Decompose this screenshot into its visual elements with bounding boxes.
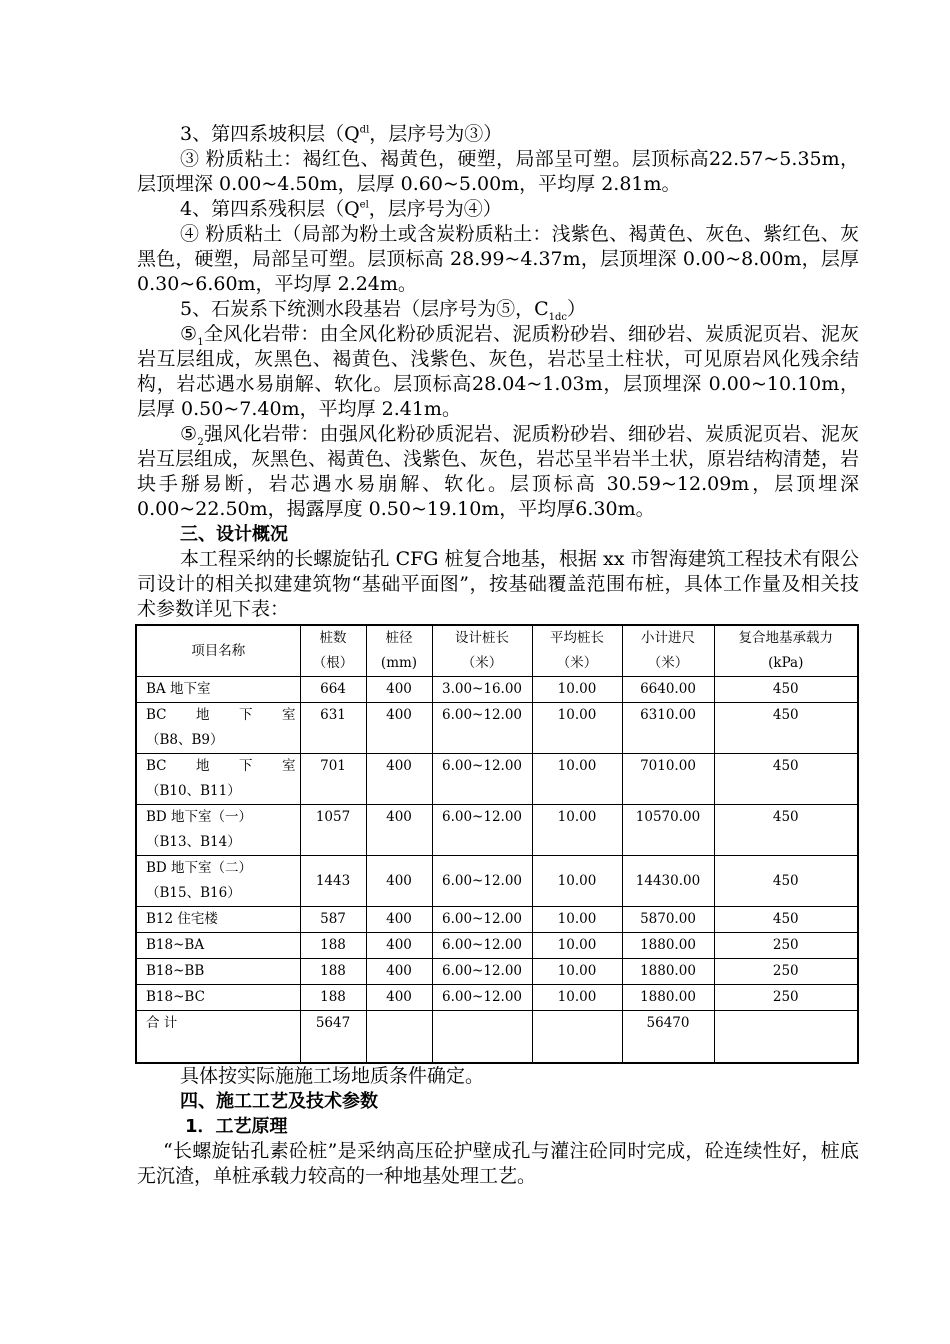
row-avg-length: 10.00 (532, 805, 622, 856)
header-cell: 桩数 （根） (300, 625, 366, 677)
table-row (136, 754, 858, 805)
row-diameter: 400 (366, 933, 432, 959)
header-cell: 桩径 (mm) (366, 625, 432, 677)
table-row (136, 933, 858, 959)
total-label: 合 计 (136, 1011, 300, 1063)
row-diameter: 400 (366, 907, 432, 933)
row-count: 587 (300, 907, 366, 933)
section3-intro: 本工程采纳的长螺旋钻孔 CFG 桩复合地基，根据 xx 市智海建筑工程技术有限公司设计的相关拟建建筑物“基础平面图”，按基础覆盖范围布桩，具体工作量及相关技术参数详见下表： (137, 548, 859, 620)
row-name: B18~BB (136, 959, 300, 985)
table-row (136, 856, 858, 907)
row-subtotal: 1880.00 (622, 933, 714, 959)
header-cell: 项目名称 (136, 625, 300, 677)
row-diameter: 400 (366, 805, 432, 856)
header-cell: 平均桩长 （米） (532, 625, 622, 677)
item4-body: ④ 粉质粘土（局部为粉土或含炭粉质粘土：浅紫色、褐黄色、灰色、紫红色、灰黑色，硬塑，局部呈可塑。层顶标高 28.99~4.37m，层顶埋深 0.00~8.00m，层厚 0.30~6.60m，平均厚 2.24m。 (137, 223, 859, 295)
row-capacity: 450 (714, 703, 858, 754)
total-avg-length (532, 1011, 622, 1063)
row-name: B12 住宅楼 (136, 907, 300, 933)
header-cell: 小计进尺 （米） (622, 625, 714, 677)
table-total-row (136, 1011, 858, 1063)
table-row (136, 959, 858, 985)
row-avg-length: 10.00 (532, 959, 622, 985)
row-capacity: 450 (714, 907, 858, 933)
row-capacity: 450 (714, 677, 858, 703)
row-name: B18~BC (136, 985, 300, 1011)
row-name: BA 地下室 (136, 677, 300, 703)
item4-title: 4、第四系残积层（$Q^{el}$，层序号为④） (180, 198, 502, 220)
row-count: 1443 (300, 856, 366, 907)
row-name: BD 地下室（二） （B15、B16） (136, 856, 300, 907)
row-design-length: 6.00~12.00 (432, 907, 532, 933)
section3-heading: 三、设计概况 (180, 524, 288, 545)
total-design-length (432, 1011, 532, 1063)
row-name: BC 地 下 室 （B8、B9） (136, 703, 300, 754)
row-design-length: 6.00~12.00 (432, 985, 532, 1011)
table-row (136, 805, 858, 856)
section4-sub1-heading: 1．工艺原理 (185, 1115, 288, 1137)
row-diameter: 400 (366, 703, 432, 754)
row-design-length: 6.00~12.00 (432, 959, 532, 985)
row-count: 631 (300, 703, 366, 754)
row-subtotal: 14430.00 (622, 856, 714, 907)
row-count: 664 (300, 677, 366, 703)
row-diameter: 400 (366, 856, 432, 907)
row-avg-length: 10.00 (532, 703, 622, 754)
row-subtotal: 1880.00 (622, 959, 714, 985)
table-note: 具体按实际施施工场地质条件确定。 (180, 1064, 485, 1087)
total-diameter (366, 1011, 432, 1063)
row-capacity: 450 (714, 805, 858, 856)
header-cell: 复合地基承载力 (kPa) (714, 625, 858, 677)
row-avg-length: 10.00 (532, 907, 622, 933)
item5-1-body: $⑤_1$全风化岩带：由全风化粉砂质泥岩、泥质粉砂岩、细砂岩、炭质泥页岩、泥灰岩互层组成，灰黑色、褐黄色、浅紫色、灰色，岩芯呈土柱状，可见原岩风化残余结构，岩芯遇水易崩解、软化。层顶标高28.04~1.03m，层顶埋深 0.00~10.10m，层厚 0.50~7.40m，平均厚 2.41m。 (137, 323, 859, 420)
row-count: 188 (300, 933, 366, 959)
row-subtotal: 10570.00 (622, 805, 714, 856)
row-count: 188 (300, 985, 366, 1011)
total-capacity (714, 1011, 858, 1063)
row-diameter: 400 (366, 677, 432, 703)
item5-2-body: $⑤_2$强风化岩带：由强风化粉砂质泥岩、泥质粉砂岩、细砂岩、炭质泥页岩、泥灰岩互层组成，灰黑色、褐黄色、浅紫色、灰色，岩芯呈半岩半土状，原岩结构清楚，岩块手掰易断，岩芯遇水易崩解、软化。层顶标高 30.59~12.09m，层顶埋深 0.00~22.50m，揭露厚度 0.50~19.10m，平均厚6.30m。 (137, 423, 860, 520)
row-design-length: 3.00~16.00 (432, 677, 532, 703)
row-avg-length: 10.00 (532, 933, 622, 959)
row-name: B18~BA (136, 933, 300, 959)
row-subtotal: 6640.00 (622, 677, 714, 703)
table-row (136, 677, 858, 703)
header-cell: 设计桩长 （米） (432, 625, 532, 677)
row-count: 1057 (300, 805, 366, 856)
row-capacity: 250 (714, 959, 858, 985)
row-design-length: 6.00~12.00 (432, 805, 532, 856)
row-diameter: 400 (366, 959, 432, 985)
row-avg-length: 10.00 (532, 985, 622, 1011)
section4-body: “长螺旋钻孔素砼桩”是采纳高压砼护壁成孔与灌注砼同时完成，砼连续性好，桩底无沉渣，单桩承载力较高的一种地基处理工艺。 (137, 1139, 859, 1187)
row-subtotal: 1880.00 (622, 985, 714, 1011)
row-avg-length: 10.00 (532, 856, 622, 907)
row-design-length: 6.00~12.00 (432, 754, 532, 805)
table-header-row (136, 625, 858, 677)
row-design-length: 6.00~12.00 (432, 703, 532, 754)
table-row (136, 703, 858, 754)
section4-heading: 四、施工工艺及技术参数 (180, 1090, 378, 1112)
item5-title: 5、石炭系下统测水段基岩（层序号为⑤，$C_{1dc}$） (180, 298, 587, 323)
row-subtotal: 5870.00 (622, 907, 714, 933)
row-count: 701 (300, 754, 366, 805)
table-row (136, 985, 858, 1011)
row-capacity: 250 (714, 933, 858, 959)
row-subtotal: 6310.00 (622, 703, 714, 754)
row-count: 188 (300, 959, 366, 985)
row-diameter: 400 (366, 754, 432, 805)
row-diameter: 400 (366, 985, 432, 1011)
row-avg-length: 10.00 (532, 677, 622, 703)
row-design-length: 6.00~12.00 (432, 933, 532, 959)
table-row (136, 907, 858, 933)
row-name: BD 地下室（一） （B13、B14） (136, 805, 300, 856)
item3-body: ③ 粉质粘土：褐红色、褐黄色，硬塑，局部呈可塑。层顶标高22.57~5.35m，层顶埋深 0.00~4.50m，层厚 0.60~5.00m，平均厚 2.81m。 (137, 148, 859, 195)
total-count: 5647 (300, 1011, 366, 1063)
row-capacity: 450 (714, 754, 858, 805)
row-capacity: 250 (714, 985, 858, 1011)
row-capacity: 450 (714, 856, 858, 907)
row-name-line1: BC 地 下 室 (146, 707, 296, 723)
item3-title: 3、第四系坡积层（$Q^{dl}$，层序号为③） (180, 123, 503, 145)
total-subtotal: 56470 (622, 1011, 714, 1063)
pile-parameters-table (135, 624, 859, 1064)
row-subtotal: 7010.00 (622, 754, 714, 805)
row-design-length: 6.00~12.00 (432, 856, 532, 907)
row-name: BC 地 下 室 （B10、B11） (136, 754, 300, 805)
row-name-line1: BC 地 下 室 (146, 758, 296, 774)
document-page (137, 122, 859, 1189)
row-avg-length: 10.00 (532, 754, 622, 805)
